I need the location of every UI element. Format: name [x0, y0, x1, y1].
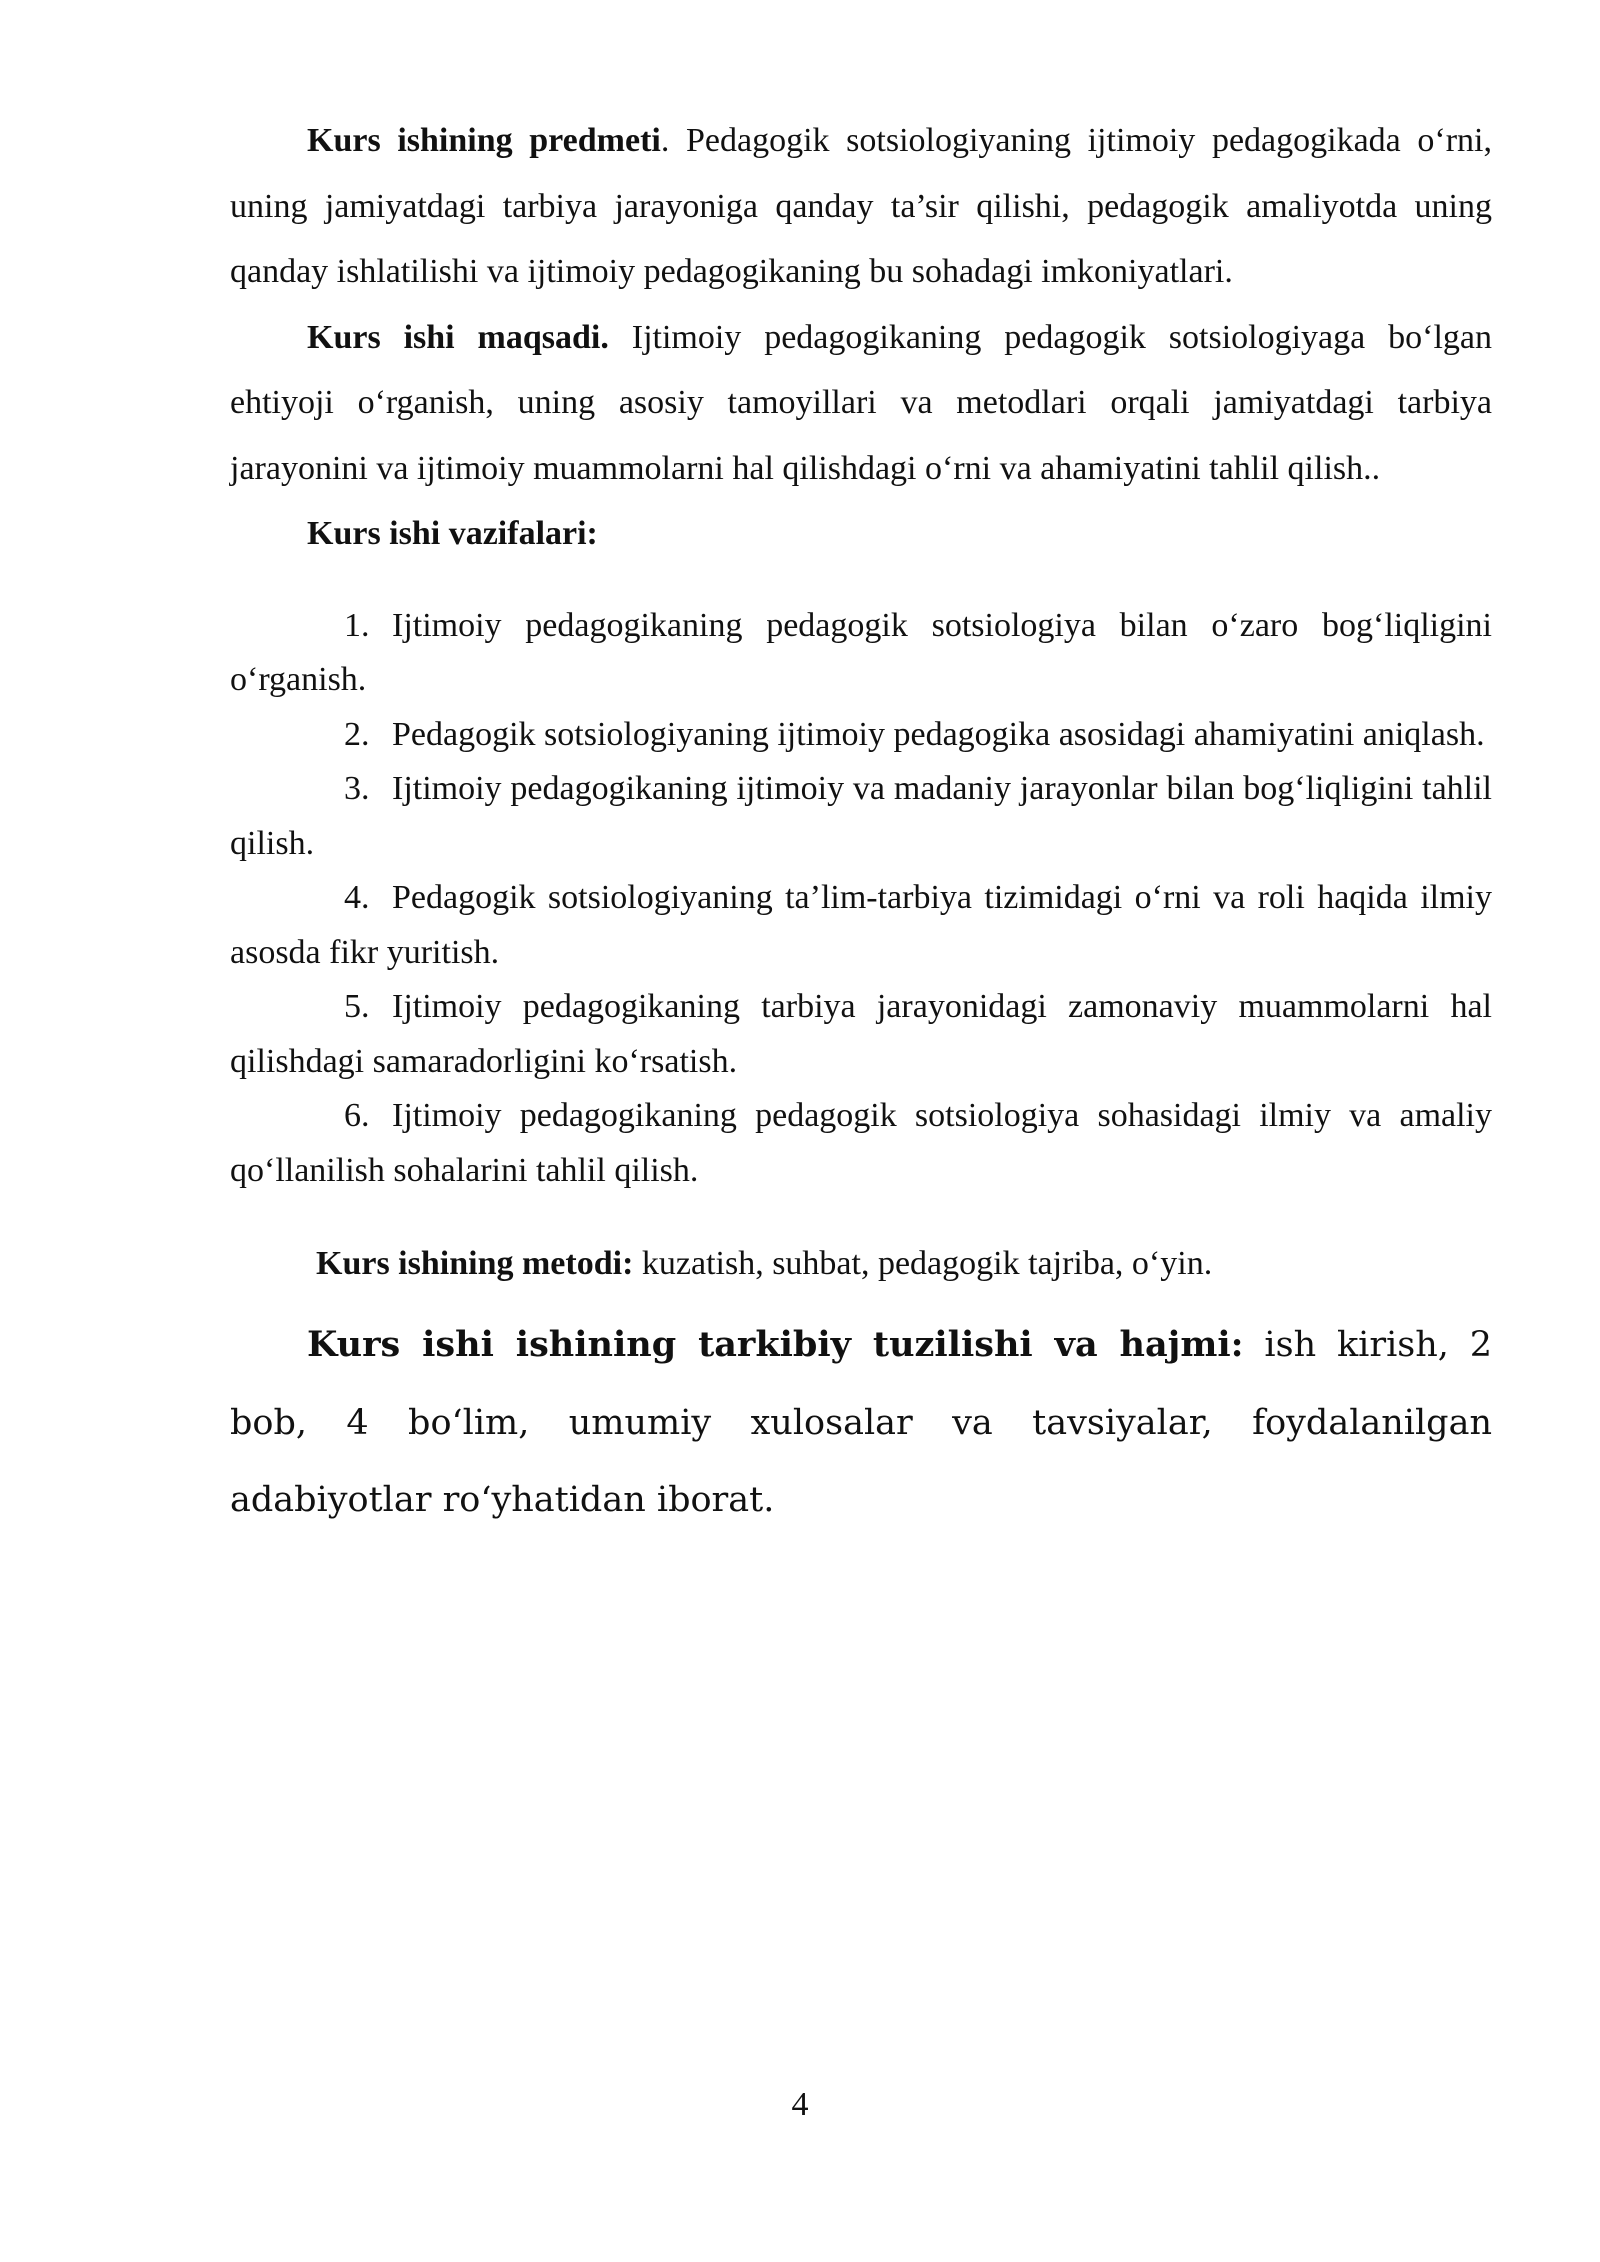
list-item-text: Ijtimoiy pedagogikaning tarbiya jarayonidagi zamonaviy muammolarni hal qilishdagi samaradorligini ko‘rsatish. [230, 988, 1492, 1080]
list-item [230, 980, 1492, 1089]
list-item-text: Pedagogik sotsiologiyaning ijtimoiy pedagogika asosidagi ahamiyatini aniqlash. [392, 715, 1485, 753]
list-item-number: 3. [344, 770, 370, 807]
subject-label: Kurs ishining predmeti [307, 122, 661, 159]
tasks-heading-paragraph [230, 501, 1492, 567]
list-item-number: 6. [344, 1097, 370, 1134]
list-item [230, 871, 1492, 980]
list-item-text: Ijtimoiy pedagogikaning ijtimoiy va madaniy jarayonlar bilan bog‘liqligini tahlil qilish. [230, 770, 1492, 862]
page-number: 4 [791, 2086, 809, 2123]
subject-paragraph [230, 108, 1492, 305]
list-item [230, 1089, 1492, 1198]
method-paragraph [230, 1234, 1492, 1294]
tasks-list [230, 599, 1492, 1199]
list-item-number: 5. [344, 988, 370, 1025]
subject-text: . Pedagogik sotsiologiyaning ijtimoiy pedagogikada o‘rni, uning jamiyatdagi tarbiya jarayoniga qanday ta’sir qilishi, pedagogik amaliyotda uning qanday ishlatilishi va ijtimoiy pedagogikaning bu sohadagi imkoniyatlari. [230, 122, 1492, 290]
list-item-text: Ijtimoiy pedagogikaning pedagogik sotsiologiya sohasidagi ilmiy va amaliy qo‘llanilish sohalarini tahlil qilish. [230, 1097, 1492, 1189]
list-item-number: 2. [344, 715, 370, 753]
list-item [230, 708, 1492, 763]
structure-paragraph [230, 1306, 1492, 1540]
list-item [230, 762, 1492, 871]
method-text: kuzatish, suhbat, pedagogik tajriba, o‘yin. [633, 1245, 1213, 1282]
list-item-text: Ijtimoiy pedagogikaning pedagogik sotsiologiya bilan o‘zaro bog‘liqligini o‘rganish. [230, 606, 1492, 698]
goal-paragraph [230, 305, 1492, 502]
list-item-number: 1. [344, 606, 370, 644]
goal-label: Kurs ishi maqsadi. [307, 318, 609, 356]
method-label: Kurs ishining metodi: [316, 1245, 634, 1282]
tasks-heading: Kurs ishi vazifalari: [307, 515, 598, 552]
structure-text: ish kirish, 2 bob, 4 bo‘lim, umumiy xulosalar va tavsiyalar, foydalanilgan adabiyotlar ro‘yhatidan iborat. [230, 1325, 1493, 1520]
list-item-number: 4. [344, 879, 370, 916]
goal-text: Ijtimoiy pedagogikaning pedagogik sotsiologiyaga bo‘lgan ehtiyoji o‘rganish, uning asosiy tamoyillari va metodlari orqali jamiyatdagi tarbiya jarayonini va ijtimoiy muammolarni hal qilishdagi o‘rni va ahamiyatini tahlil qilish.. [230, 318, 1492, 487]
list-item [230, 599, 1492, 708]
structure-label: Kurs ishi ishining tarkibiy tuzilishi va hajmi: [307, 1324, 1244, 1365]
document-page [230, 108, 1492, 1540]
list-item-text: Pedagogik sotsiologiyaning ta’lim-tarbiya tizimidagi o‘rni va roli haqida ilmiy asosda fikr yuritish. [230, 879, 1492, 971]
